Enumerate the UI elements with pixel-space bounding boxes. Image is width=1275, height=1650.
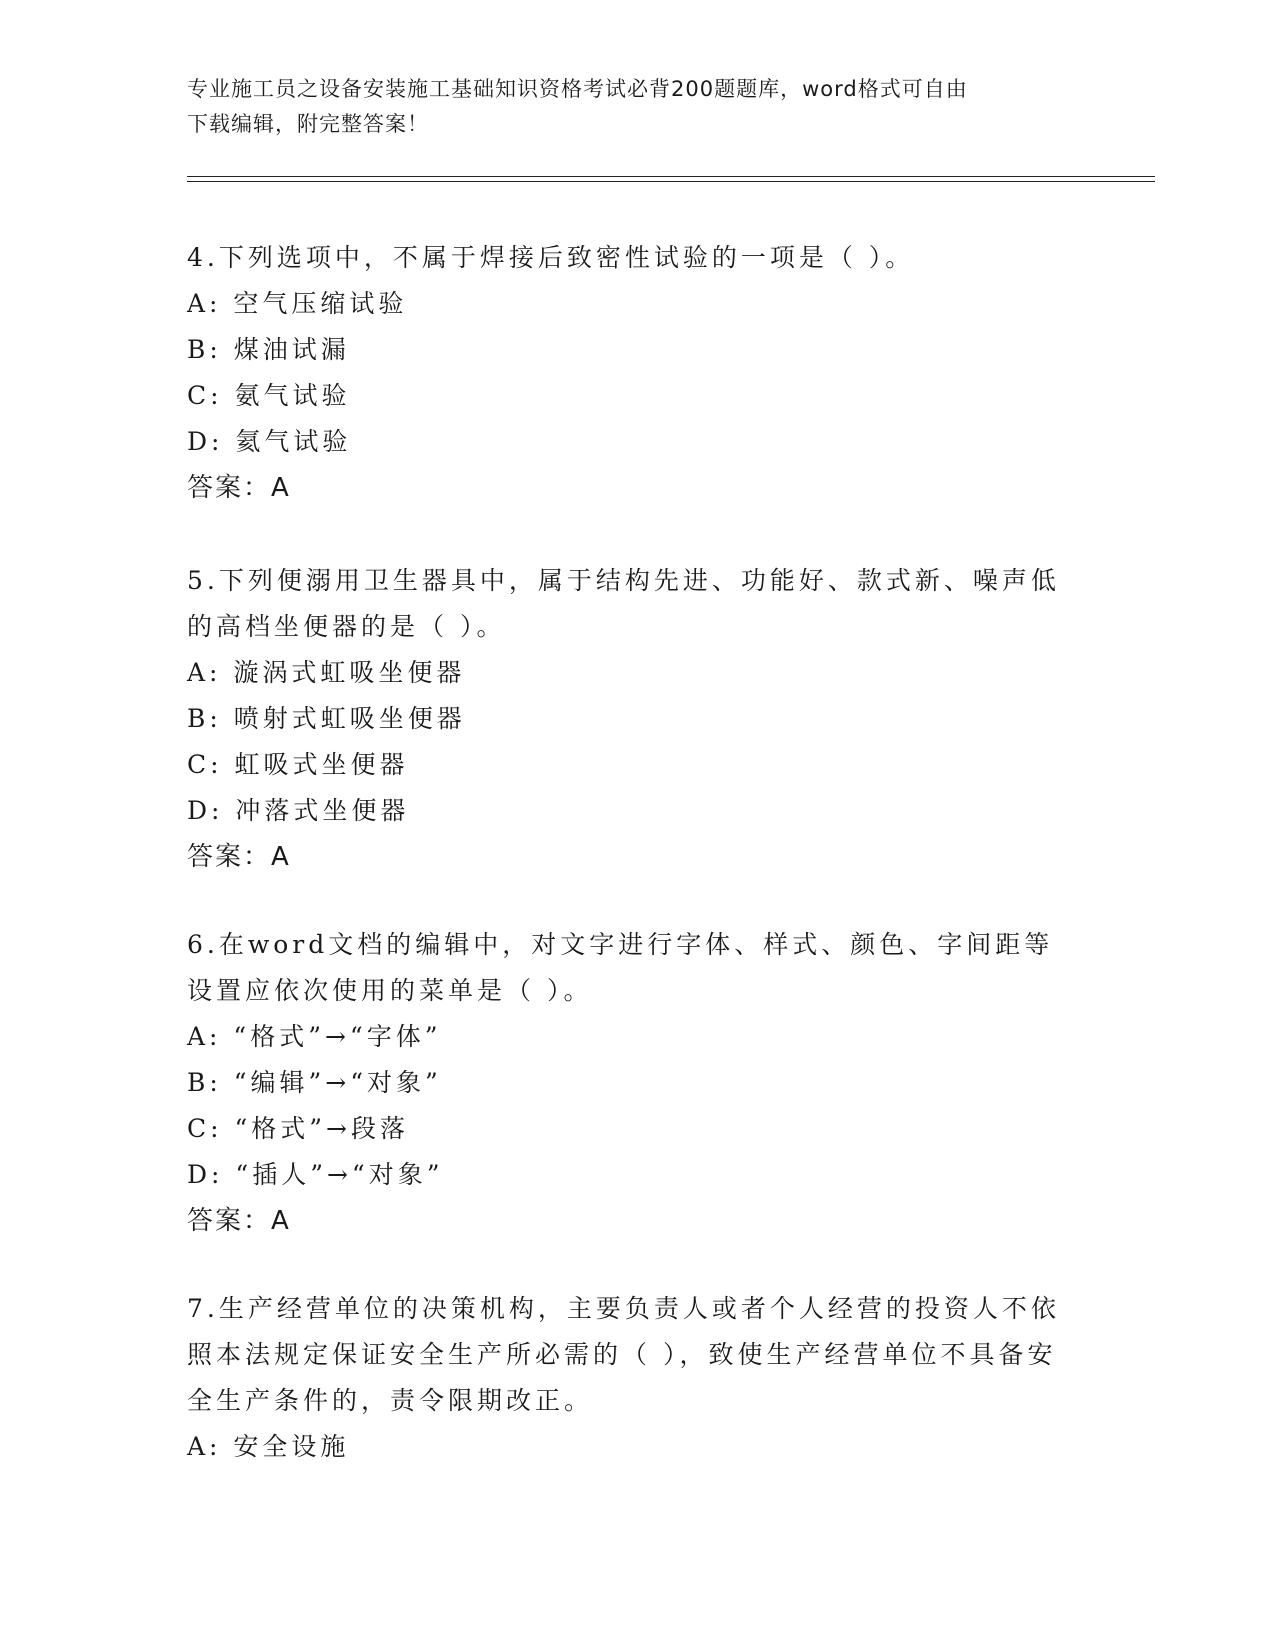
header-rule-top bbox=[187, 176, 1155, 177]
option-d: D: “插人”→“对象” bbox=[187, 1160, 444, 1189]
document-header bbox=[187, 72, 1067, 142]
question-5 bbox=[187, 558, 1077, 880]
option-a: A: 安全设施 bbox=[187, 1432, 350, 1461]
answer-line: 答案：A bbox=[187, 1206, 291, 1236]
question-stem: 6.在word文档的编辑中，对文字进行字体、样式、颜色、字间距等设置应依次使用的菜单是（ ）。 bbox=[187, 930, 1054, 1005]
option-d: D: 氦气试验 bbox=[187, 427, 352, 456]
option-c: C: 氨气试验 bbox=[187, 381, 351, 410]
option-a: A: 漩涡式虹吸坐便器 bbox=[187, 658, 466, 687]
header-rule-bottom bbox=[187, 181, 1155, 182]
header-line-1: 专业施工员之设备安装施工基础知识资格考试必背200题题库，word格式可自由 bbox=[187, 77, 968, 101]
question-stem: 7.生产经营单位的决策机构，主要负责人或者个人经营的投资人不依照本法规定保证安全生产所必需的（ ），致使生产经营单位不具备安全生产条件的，责令限期改正。 bbox=[187, 1294, 1060, 1415]
option-a: A: “格式”→“字体” bbox=[187, 1022, 442, 1051]
question-6 bbox=[187, 922, 1077, 1244]
answer-line: 答案：A bbox=[187, 842, 291, 872]
option-b: B: 喷射式虹吸坐便器 bbox=[187, 704, 466, 733]
option-a: A: 空气压缩试验 bbox=[187, 289, 408, 318]
question-7 bbox=[187, 1286, 1077, 1470]
option-d: D: 冲落式坐便器 bbox=[187, 796, 410, 825]
question-stem: 4.下列选项中，不属于焊接后致密性试验的一项是（ ）。 bbox=[187, 243, 915, 272]
answer-line: 答案：A bbox=[187, 473, 291, 503]
option-c: C: 虹吸式坐便器 bbox=[187, 750, 409, 779]
question-4 bbox=[187, 235, 1077, 511]
option-b: B: “编辑”→“对象” bbox=[187, 1068, 442, 1097]
header-line-2: 下载编辑，附完整答案！ bbox=[187, 112, 429, 136]
option-b: B: 煤油试漏 bbox=[187, 335, 350, 364]
option-c: C: “格式”→段落 bbox=[187, 1114, 410, 1143]
question-stem: 5.下列便溺用卫生器具中，属于结构先进、功能好、款式新、噪声低的高档坐便器的是（ ）。 bbox=[187, 566, 1060, 641]
